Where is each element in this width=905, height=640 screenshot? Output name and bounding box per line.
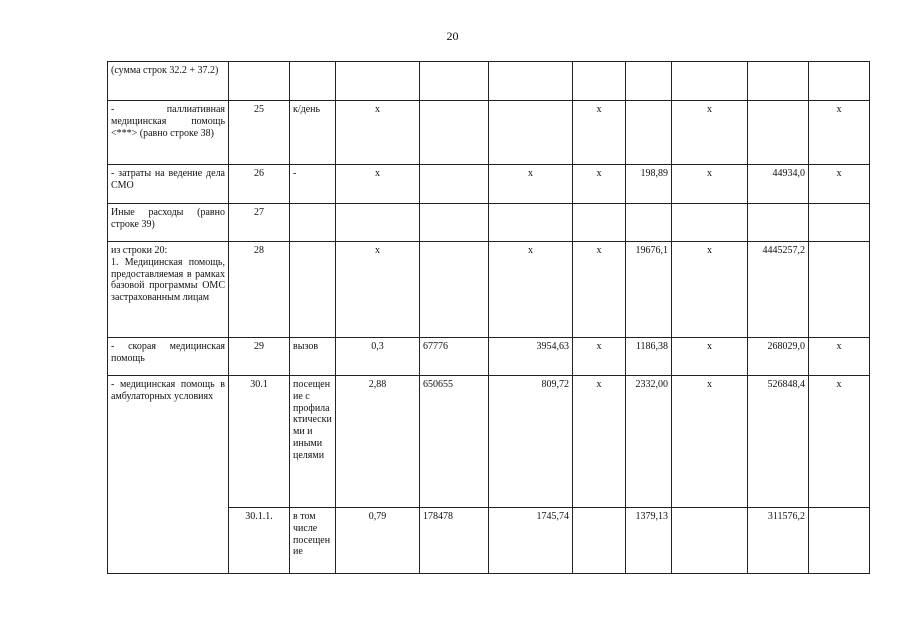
table-row	[108, 338, 870, 376]
value-cell: x	[809, 165, 870, 204]
line-number-cell: 29	[229, 338, 290, 376]
value-cell	[748, 101, 809, 165]
value-cell: 650655	[420, 376, 489, 508]
value-cell	[489, 204, 573, 242]
table-row	[108, 101, 870, 165]
value-cell	[672, 62, 748, 101]
value-cell: 0,3	[336, 338, 420, 376]
value-cell	[809, 204, 870, 242]
value-cell: 1745,74	[489, 508, 573, 574]
value-cell: 2,88	[336, 376, 420, 508]
value-cell: x	[489, 242, 573, 338]
value-cell: 67776	[420, 338, 489, 376]
value-cell: 4445257,2	[748, 242, 809, 338]
value-cell: 1379,13	[626, 508, 672, 574]
line-number-cell: 26	[229, 165, 290, 204]
page-number: 20	[446, 29, 459, 43]
value-cell: x	[672, 101, 748, 165]
value-cell: 526848,4	[748, 376, 809, 508]
value-cell: x	[489, 165, 573, 204]
row-name-cell: Иные расходы (равно строке 39)	[108, 204, 229, 242]
row-name-cell: - медицинская помощь в амбулаторных условиях	[108, 376, 229, 574]
value-cell	[573, 508, 626, 574]
unit-cell: в том числе посещение	[290, 508, 336, 574]
value-cell	[626, 62, 672, 101]
value-cell: 0,79	[336, 508, 420, 574]
value-cell: 198,89	[626, 165, 672, 204]
value-cell	[672, 204, 748, 242]
table-row	[108, 204, 870, 242]
value-cell	[626, 101, 672, 165]
value-cell	[573, 204, 626, 242]
value-cell	[489, 101, 573, 165]
value-cell: x	[672, 165, 748, 204]
value-cell: x	[573, 338, 626, 376]
value-cell: x	[672, 242, 748, 338]
line-number-cell: 25	[229, 101, 290, 165]
row-name-cell: - затраты на ведение дела СМО	[108, 165, 229, 204]
unit-cell: вызов	[290, 338, 336, 376]
unit-cell: -	[290, 165, 336, 204]
value-cell	[420, 101, 489, 165]
value-cell: 1186,38	[626, 338, 672, 376]
value-cell	[420, 242, 489, 338]
table-row	[108, 62, 870, 101]
value-cell: x	[336, 242, 420, 338]
row-name-cell: - скорая медицинская помощь	[108, 338, 229, 376]
line-number-cell: 28	[229, 242, 290, 338]
line-number-cell: 30.1	[229, 376, 290, 508]
row-name-cell: (сумма строк 32.2 + 37.2)	[108, 62, 229, 101]
table-row	[108, 376, 870, 508]
value-cell: x	[672, 376, 748, 508]
table-row	[108, 242, 870, 338]
value-cell: 44934,0	[748, 165, 809, 204]
value-cell	[489, 62, 573, 101]
value-cell: 19676,1	[626, 242, 672, 338]
value-cell	[626, 204, 672, 242]
row-name-cell: из строки 20: 1. Медицинская помощь, предоставляемая в рамках базовой программы ОМС застрахованным лицам	[108, 242, 229, 338]
value-cell	[420, 62, 489, 101]
table-row	[108, 165, 870, 204]
value-cell	[809, 508, 870, 574]
unit-cell: посещение с профилактическими и иными целями	[290, 376, 336, 508]
value-cell	[748, 204, 809, 242]
unit-cell: к/день	[290, 101, 336, 165]
value-cell: x	[336, 165, 420, 204]
value-cell: x	[573, 101, 626, 165]
value-cell: 268029,0	[748, 338, 809, 376]
value-cell: 311576,2	[748, 508, 809, 574]
unit-cell	[290, 242, 336, 338]
line-number-cell: 30.1.1.	[229, 508, 290, 574]
line-number-cell	[229, 62, 290, 101]
value-cell	[336, 62, 420, 101]
value-cell	[336, 204, 420, 242]
value-cell: x	[809, 376, 870, 508]
value-cell: x	[336, 101, 420, 165]
value-cell	[420, 204, 489, 242]
value-cell: x	[809, 101, 870, 165]
value-cell	[573, 62, 626, 101]
value-cell: 178478	[420, 508, 489, 574]
value-cell: x	[573, 165, 626, 204]
value-cell: 3954,63	[489, 338, 573, 376]
unit-cell	[290, 62, 336, 101]
row-name-cell: - паллиативная медицинская помощь <***> (равно строке 38)	[108, 101, 229, 165]
value-cell	[748, 62, 809, 101]
value-cell	[672, 508, 748, 574]
value-cell	[420, 165, 489, 204]
value-cell: 2332,00	[626, 376, 672, 508]
unit-cell	[290, 204, 336, 242]
data-table	[107, 61, 870, 574]
value-cell	[809, 242, 870, 338]
value-cell: x	[573, 376, 626, 508]
value-cell: x	[672, 338, 748, 376]
value-cell: 809,72	[489, 376, 573, 508]
line-number-cell: 27	[229, 204, 290, 242]
value-cell: x	[809, 338, 870, 376]
value-cell: x	[573, 242, 626, 338]
value-cell	[809, 62, 870, 101]
